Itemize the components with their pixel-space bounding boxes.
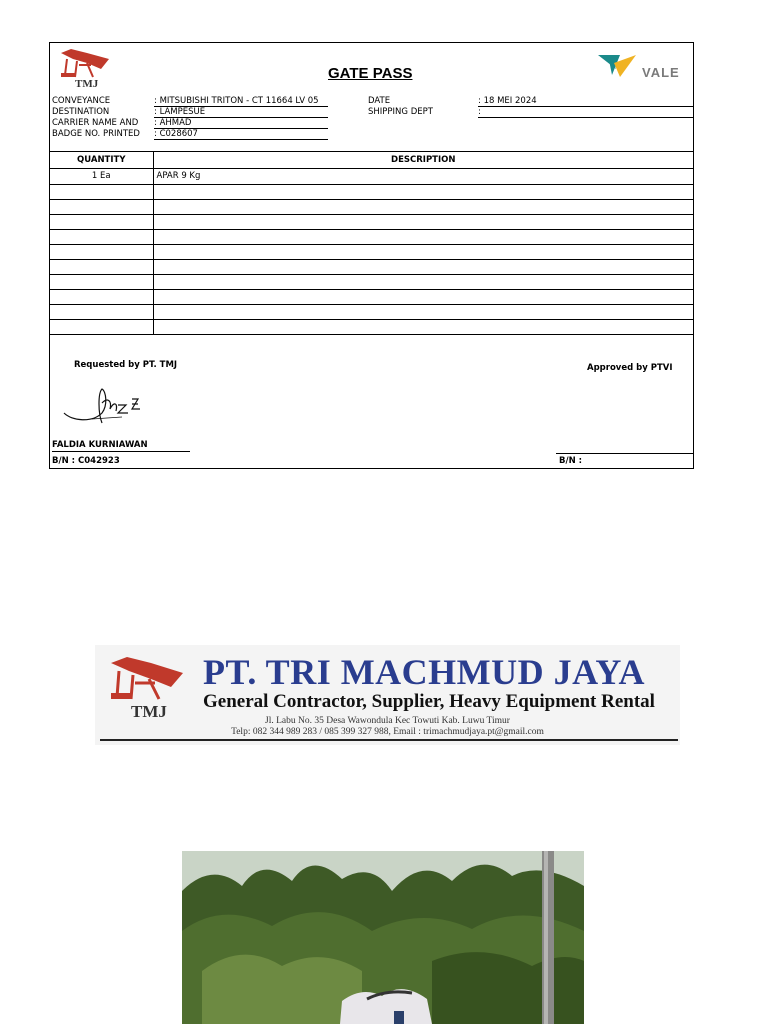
signer-badge: B/N : C042923 xyxy=(52,456,120,466)
conveyance-label: CONVEYANCE xyxy=(52,96,111,106)
gate-pass-title: GATE PASS xyxy=(328,65,413,82)
table-row xyxy=(50,320,693,335)
vale-logo-text: VALE xyxy=(642,65,680,80)
quantity-cell: 1 Ea xyxy=(50,169,153,185)
table-row xyxy=(50,200,693,215)
carrier-value: : AHMAD xyxy=(154,118,328,129)
description-cell xyxy=(153,320,693,335)
quantity-cell xyxy=(50,290,153,305)
equipment-photo xyxy=(182,851,584,1024)
company-letterhead xyxy=(95,645,680,745)
destination-value: : LAMPESUE xyxy=(154,107,328,118)
table-row xyxy=(50,230,693,245)
table-row xyxy=(50,215,693,230)
table-row xyxy=(50,305,693,320)
gate-pass-header xyxy=(50,43,693,151)
quantity-cell xyxy=(50,275,153,290)
approver-badge: B/N : xyxy=(559,456,583,466)
letterhead-divider xyxy=(100,739,678,741)
svg-text:TMJ: TMJ xyxy=(131,702,167,721)
quantity-cell xyxy=(50,260,153,275)
description-cell xyxy=(153,185,693,200)
table-row xyxy=(50,275,693,290)
date-value: : 18 MEI 2024 xyxy=(478,96,693,107)
description-cell xyxy=(153,290,693,305)
description-cell xyxy=(153,215,693,230)
signer-name: FALDIA KURNIAWAN xyxy=(52,440,190,452)
description-cell xyxy=(153,260,693,275)
company-contact: Telp: 082 344 989 283 / 085 399 327 988, Email : trimachmudjaya.pt@gmail.com xyxy=(231,727,544,737)
quantity-cell xyxy=(50,215,153,230)
description-header: DESCRIPTION xyxy=(153,152,693,169)
company-name: PT. TRI MACHMUD JAYA xyxy=(203,652,646,692)
quantity-cell xyxy=(50,200,153,215)
description-cell xyxy=(153,275,693,290)
company-tagline: General Contractor, Supplier, Heavy Equipment Rental xyxy=(203,691,655,712)
destination-label: DESTINATION xyxy=(52,107,110,117)
items-table xyxy=(50,151,693,335)
quantity-cell xyxy=(50,245,153,260)
shipping-dept-value: : xyxy=(478,107,693,118)
description-cell xyxy=(153,245,693,260)
quantity-header: QUANTITY xyxy=(50,152,153,169)
description-cell xyxy=(153,230,693,245)
table-row xyxy=(50,290,693,305)
quantity-cell xyxy=(50,230,153,245)
quantity-cell xyxy=(50,185,153,200)
description-cell: APAR 9 Kg xyxy=(153,169,693,185)
signature-image xyxy=(62,383,142,429)
company-address: Jl. Labu No. 35 Desa Wawondula Kec Towuti Kab. Luwu Timur xyxy=(265,716,510,726)
svg-text:TMJ: TMJ xyxy=(75,78,99,90)
badge-value: : C028607 xyxy=(154,129,328,140)
description-cell xyxy=(153,305,693,320)
tmj-logo-icon xyxy=(105,653,187,723)
table-row xyxy=(50,260,693,275)
approved-by-label: Approved by PTVI xyxy=(587,363,673,373)
gate-pass-form xyxy=(49,42,694,469)
date-label: DATE xyxy=(368,96,391,106)
table-row xyxy=(50,169,693,185)
approver-signature-line xyxy=(556,453,693,454)
shipping-dept-label: SHIPPING DEPT xyxy=(368,107,433,117)
tmj-logo-icon xyxy=(57,47,113,91)
conveyance-value: : MITSUBISHI TRITON - CT 11664 LV 05 xyxy=(154,96,328,107)
carrier-label: CARRIER NAME AND xyxy=(52,118,139,128)
quantity-cell xyxy=(50,320,153,335)
requested-by-label: Requested by PT. TMJ xyxy=(74,360,178,370)
table-row xyxy=(50,245,693,260)
description-cell xyxy=(153,200,693,215)
quantity-cell xyxy=(50,305,153,320)
table-row xyxy=(50,185,693,200)
badge-label: BADGE NO. PRINTED xyxy=(52,129,140,139)
